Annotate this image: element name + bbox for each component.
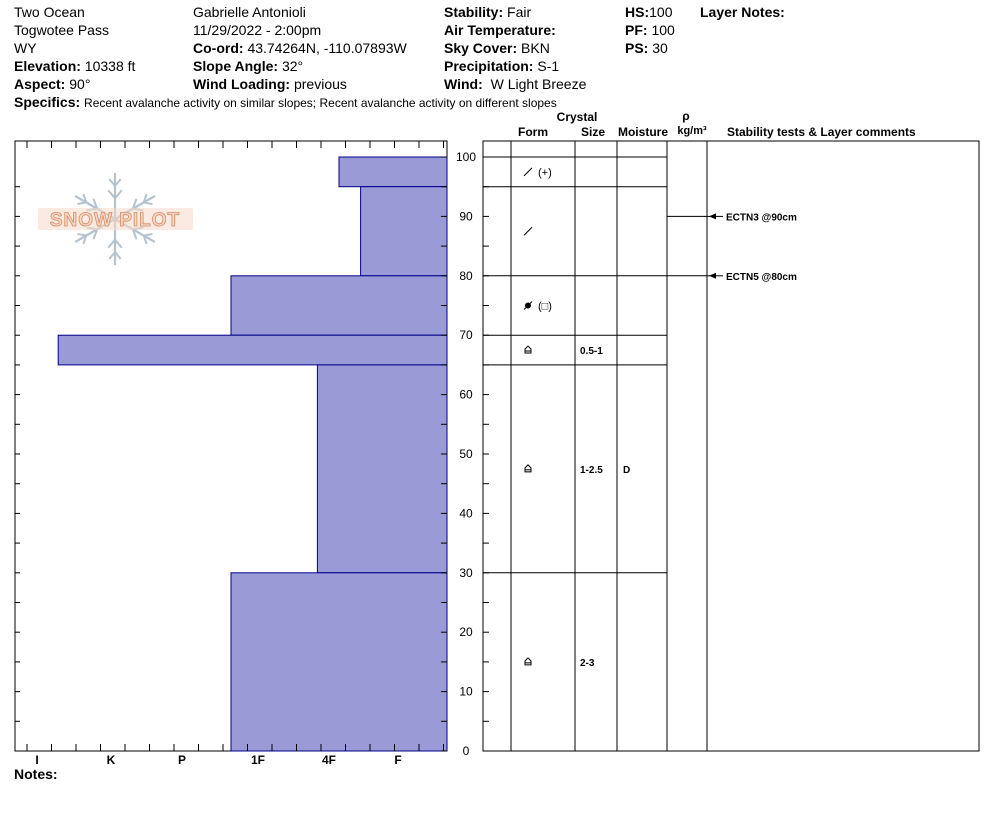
hardness-bar-5 xyxy=(231,573,447,751)
stability-value: Fair xyxy=(507,4,532,20)
table-row-0 xyxy=(524,167,552,179)
hardness-label-F: F xyxy=(394,753,402,767)
depth-hoar-icon xyxy=(525,465,531,472)
hardness-label-1F: 1F xyxy=(250,753,266,767)
hardness-bar-2 xyxy=(231,276,447,335)
depth-label-60: 60 xyxy=(459,387,473,402)
sky-cover-value: BKN xyxy=(521,40,550,56)
table-row-5 xyxy=(525,658,595,669)
moisture-header: Moisture xyxy=(617,125,669,139)
logo-text: SNOW PILOT xyxy=(49,210,181,231)
snowflake-branch xyxy=(144,234,153,236)
test-label-0: ECTN3 @90cm xyxy=(726,212,797,224)
form-header: Form xyxy=(518,125,548,139)
aspect-value: 90° xyxy=(69,76,91,92)
wind-loading-label: Wind Loading: xyxy=(193,76,291,92)
elevation-label: Elevation: xyxy=(14,58,81,74)
snowflake-branch xyxy=(78,234,87,236)
crystal-header: Crystal xyxy=(556,110,598,124)
stability-test-markers xyxy=(667,212,797,282)
depth-label-40: 40 xyxy=(459,506,473,521)
wind-value: W Light Breeze xyxy=(490,76,587,92)
aspect-label: Aspect: xyxy=(14,76,66,92)
depth-label-70: 70 xyxy=(459,328,473,343)
wind-loading-value: previous xyxy=(293,76,347,92)
slope-angle-value: 32° xyxy=(281,58,304,74)
snowflake-branch xyxy=(78,202,87,204)
depth-axis xyxy=(441,150,489,758)
test-arrow-icon-1 xyxy=(709,273,716,279)
form-secondary: (□) xyxy=(538,300,552,313)
decomposing-fragments-icon xyxy=(524,168,532,176)
location-name: Two Ocean xyxy=(14,4,85,20)
air-temperature-label: Air Temperature: xyxy=(444,22,556,38)
form-secondary: (+) xyxy=(538,166,552,179)
coordinates-value: 43.74264N, -110.07893W xyxy=(247,40,407,56)
density-unit-header: kg/m³ xyxy=(677,125,707,137)
hardness-bar-0 xyxy=(339,157,447,187)
table-row-1 xyxy=(524,227,532,235)
coordinates-label: Co-ord: xyxy=(193,40,244,56)
depth-label-10: 10 xyxy=(459,684,473,699)
notes-label: Notes: xyxy=(14,766,58,782)
stability-tests-header: Stability tests & Layer comments xyxy=(727,125,916,139)
layer-table-frame xyxy=(483,141,979,751)
observation-datetime: 11/29/2022 - 2:00pm xyxy=(193,22,322,38)
pf-value: 100 xyxy=(651,22,675,38)
layer-table-headers xyxy=(518,109,916,139)
table-row-4 xyxy=(525,465,630,476)
hardness-bar-4 xyxy=(317,365,447,573)
precipitation-label: Precipitation: xyxy=(444,58,534,74)
depth-label-90: 90 xyxy=(459,209,473,224)
state-name: WY xyxy=(14,40,37,56)
depth-label-80: 80 xyxy=(459,268,473,283)
elevation-value: 10338 ft xyxy=(84,58,136,74)
decomposing-fragments-icon xyxy=(524,227,532,235)
test-label-1: ECTN5 @80cm xyxy=(726,271,797,283)
depth-label-50: 50 xyxy=(459,447,473,461)
sky-cover-label: Sky Cover: xyxy=(444,40,518,56)
area-name: Togwotee Pass xyxy=(14,22,109,38)
hardness-layers xyxy=(58,157,447,751)
layer-notes-label: Layer Notes: xyxy=(700,4,785,20)
depth-hoar-icon xyxy=(525,658,531,665)
ps-label: PS: xyxy=(625,40,649,56)
stability-label: Stability: xyxy=(444,4,504,20)
slope-angle-label: Slope Angle: xyxy=(193,58,279,74)
wind-label: Wind: xyxy=(444,76,483,92)
hardness-label-K: K xyxy=(106,753,116,767)
depth-label-20: 20 xyxy=(459,625,473,640)
hs-value: 100 xyxy=(649,4,673,20)
crystal-size: 2-3 xyxy=(580,657,595,669)
density-rho-header: ρ xyxy=(682,109,690,123)
depth-hoar-icon xyxy=(525,346,531,353)
snowpilot-logo xyxy=(38,173,193,265)
hardness-label-P: P xyxy=(177,753,187,767)
precipitation-value: S-1 xyxy=(537,58,560,74)
table-row-3 xyxy=(525,346,603,357)
hardness-label-4F: 4F xyxy=(321,753,337,767)
hardness-bar-1 xyxy=(361,187,447,276)
crystal-size: 1-2.5 xyxy=(580,464,603,476)
moisture-value: D xyxy=(623,464,631,476)
specifics-value: Recent avalanche activity on similar slopes; Recent avalanche activity on different slopes xyxy=(84,96,557,110)
observer-name: Gabrielle Antonioli xyxy=(193,4,306,20)
test-arrow-icon-0 xyxy=(709,213,716,219)
pf-label: PF: xyxy=(625,22,648,38)
hs-label: HS: xyxy=(625,4,650,20)
crystal-size: 0.5-1 xyxy=(580,346,603,358)
hardness-bar-3 xyxy=(58,335,447,365)
specifics-label: Specifics: xyxy=(14,94,81,110)
depth-label-0: 0 xyxy=(462,744,470,758)
snowflake-branch xyxy=(144,202,153,204)
hardness-label-I: I xyxy=(35,753,39,767)
depth-label-30: 30 xyxy=(459,565,473,580)
ps-value: 30 xyxy=(652,40,668,56)
table-row-2 xyxy=(524,301,552,313)
size-header: Size xyxy=(580,125,606,139)
depth-label-100: 100 xyxy=(455,150,477,164)
